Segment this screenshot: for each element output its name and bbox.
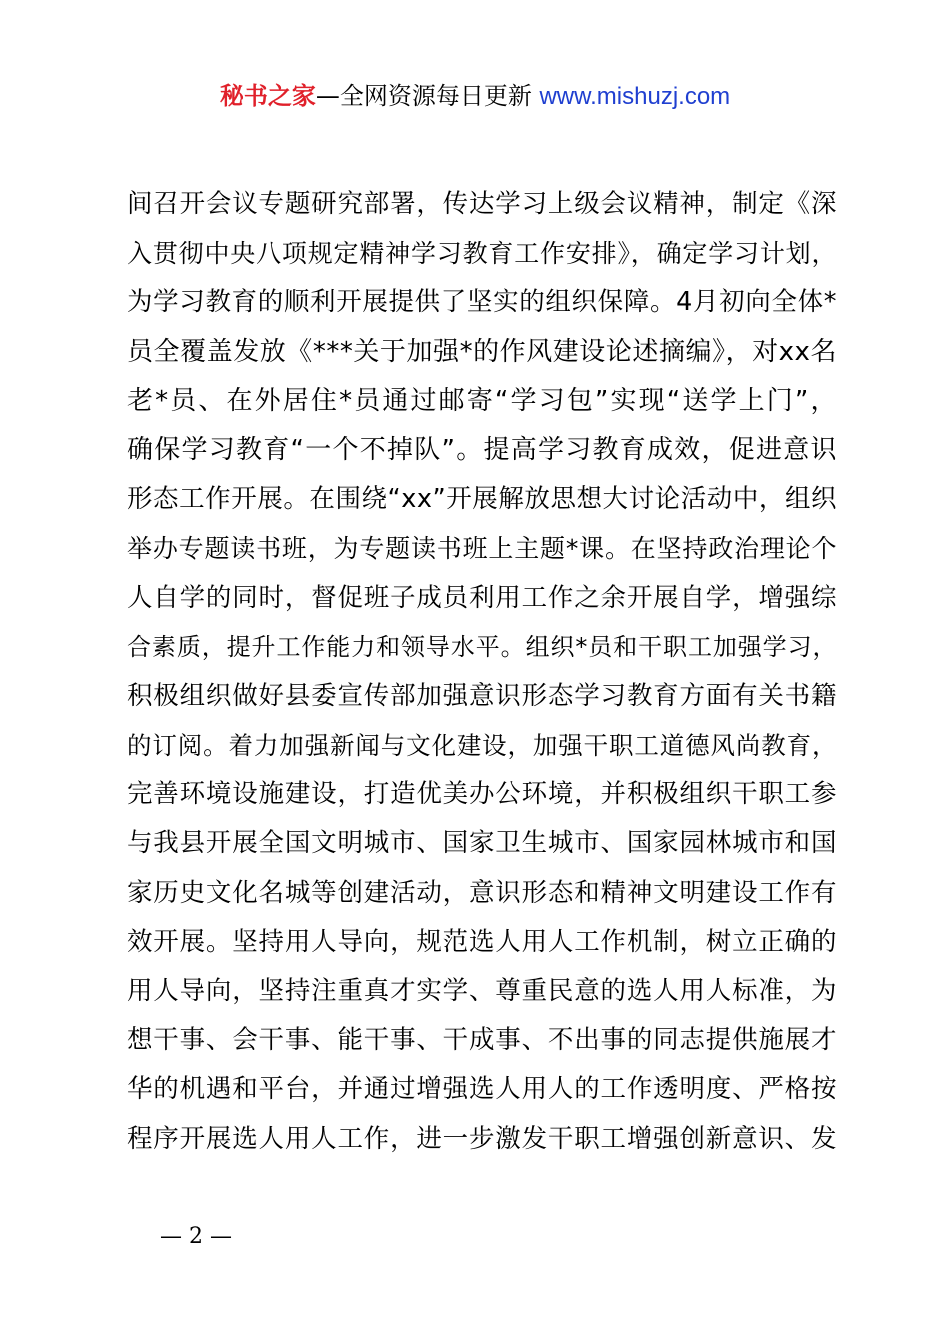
site-url[interactable]: www.mishuzj.com <box>539 83 731 110</box>
body-line: 程序开展选人用人工作，进一步激发干职工增强创新意识、发 <box>127 1123 837 1154</box>
document-body <box>127 180 837 1164</box>
body-line: 与我县开展全国文明城市、国家卫生城市、国家园林城市和国 <box>127 828 837 859</box>
body-line: 效开展。坚持用人导向，规范选人用人工作机制，树立正确的 <box>127 926 837 957</box>
body-line: 的订阅。着力加强新闻与文化建设，加强干职工道德风尚教育， <box>127 731 837 761</box>
body-line: 形态工作开展。在围绕“xx”开展解放思想大讨论活动中，组织 <box>127 484 837 515</box>
body-line: 合素质，提升工作能力和领导水平。组织*员和干职工加强学习， <box>127 632 837 661</box>
body-line: 间召开会议专题研究部署，传达学习上级会议精神，制定《深 <box>127 189 837 219</box>
body-line: 用人导向，坚持注重真才实学、尊重民意的选人用人标准，为 <box>127 976 837 1006</box>
body-line: 想干事、会干事、能干事、干成事、不出事的同志提供施展才 <box>127 1025 837 1056</box>
body-line: 老*员、在外居住*员通过邮寄“学习包”实现“送学上门”， <box>127 385 837 416</box>
header-tagline: —全网资源每日更新 <box>315 82 532 110</box>
body-line: 入贯彻中央八项规定精神学习教育工作安排》，确定学习计划， <box>127 239 837 269</box>
body-line: 为学习教育的顺利开展提供了坚实的组织保障。4月初向全体* <box>127 287 837 318</box>
brand-name: 秘书之家 <box>219 82 316 110</box>
body-line: 员全覆盖发放《***关于加强*的作风建设论述摘编》，对xx名 <box>127 336 837 367</box>
body-line: 确保学习教育“一个不掉队”。提高学习教育成效，促进意识 <box>127 434 837 465</box>
body-line: 举办专题读书班，为专题读书班上主题*课。在坚持政治理论个 <box>127 534 837 564</box>
body-line: 人自学的同时，督促班子成员利用工作之余开展自学，增强综 <box>127 582 837 613</box>
body-line: 完善环境设施建设，打造优美办公环境，并积极组织干职工参 <box>127 779 837 810</box>
body-line: 华的机遇和平台，并通过增强选人用人的工作透明度、严格按 <box>127 1074 837 1105</box>
site-header <box>0 78 950 115</box>
page-number: — 2 — <box>160 1224 232 1249</box>
body-line: 家历史文化名城等创建活动，意识形态和精神文明建设工作有 <box>127 877 837 908</box>
body-line: 积极组织做好县委宣传部加强意识形态学习教育方面有关书籍 <box>127 680 837 711</box>
